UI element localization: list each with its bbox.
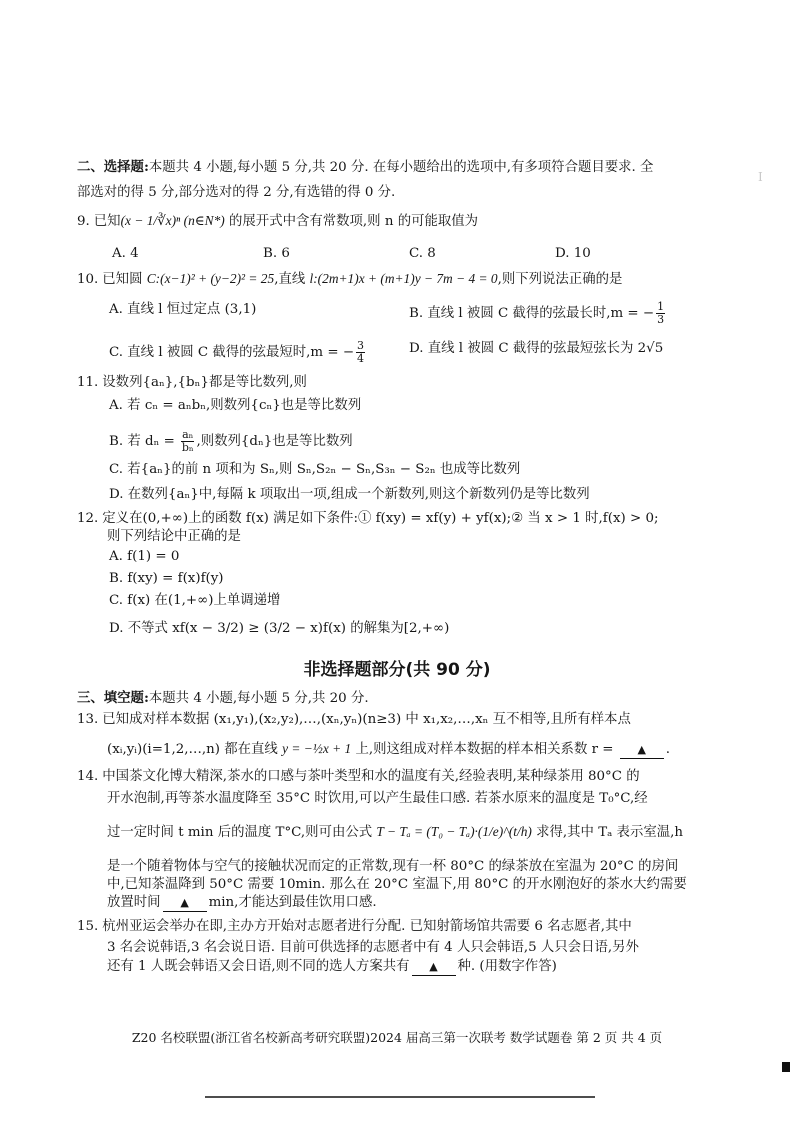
question-text-line4: 是一个随着物体与空气的接触状况而定的正常数,现有一杯 80°C 的绿茶放在室温为 20°C 的房间: [107, 859, 679, 874]
question-text-part: 已知圆: [102, 272, 147, 287]
section-three-heading: [77, 689, 369, 708]
option-d: D. 10: [555, 246, 591, 261]
option-text: C. 直线 l 被圆 C 截得的弦最短时,m = −: [109, 345, 355, 360]
question-number: 10.: [77, 272, 99, 287]
question-text-part: (xᵢ,yᵢ)(i=1,2,…,n) 都在直线: [107, 742, 283, 757]
triangle-icon: ▲: [429, 960, 438, 973]
bleed-through-text: Ⅰ: [758, 170, 763, 184]
question-14-line6: [107, 894, 377, 912]
fraction-numerator: 3: [357, 339, 365, 352]
fraction: [181, 429, 194, 454]
question-14-line3: [107, 823, 683, 842]
fraction-numerator: aₙ: [182, 428, 194, 441]
answer-blank[interactable]: [620, 742, 664, 759]
triangle-icon: ▲: [637, 743, 646, 756]
question-stem: 定义在(0,+∞)上的函数 f(x) 满足如下条件:① f(xy) = xf(y) + yf(x);② 当 x > 1 时,f(x) > 0;: [102, 511, 659, 526]
option-a: A. 直线 l 恒过定点 (3,1): [109, 302, 257, 317]
option-a: A. f(1) = 0: [109, 549, 180, 564]
fraction: [356, 340, 365, 365]
question-text-part: 求得,其中 Tₐ 表示室温,h: [531, 825, 684, 840]
corner-mark: [782, 1062, 790, 1072]
question-15: [77, 918, 632, 936]
option-a: A. 4: [112, 246, 139, 261]
question-text-line1: 已知成对样本数据 (x₁,y₁),(x₂,y₂),…,(xₙ,yₙ)(n≥3) 中 x₁,x₂,…,xₙ 互不相等,且所有样本点: [102, 712, 631, 727]
option-c: C. 若{aₙ}的前 n 项和为 Sₙ,则 Sₙ,S₂ₙ − Sₙ,S₃ₙ − S₂ₙ 也成等比数列: [109, 462, 521, 477]
option-b: [109, 429, 353, 454]
question-15-line3: [107, 958, 557, 976]
scan-edge-line: [205, 1096, 595, 1098]
option-c: C. f(x) 在(1,+∞)上单调递增: [109, 593, 281, 608]
fraction-denominator: bₙ: [181, 441, 194, 454]
fraction-denominator: 3: [657, 313, 665, 326]
question-number: 13.: [77, 712, 99, 727]
section-three-title: 三、填空题:: [77, 690, 149, 706]
section-two-heading: [77, 158, 653, 177]
question-text-part: 的展开式中含有常数项,则 n 的可能取值为: [224, 214, 479, 229]
question-9: [77, 212, 478, 231]
option-c: [109, 340, 367, 365]
section-two-desc-line2: 部选对的得 5 分,部分选对的得 2 分,有选错的得 0 分.: [77, 185, 396, 200]
option-text: B. 直线 l 被圆 C 截得的弦最长时,m = −: [409, 306, 655, 321]
option-b: B. f(xy) = f(x)f(y): [109, 571, 224, 586]
question-text-part: 还有 1 人既会韩语又会日语,则不同的选人方案共有: [107, 959, 410, 974]
option-c: C. 8: [409, 246, 436, 261]
question-number: 12.: [77, 511, 99, 526]
question-text-part: 上,则这组成对样本数据的样本相关系数 r =: [351, 742, 618, 757]
option-text: ,则数列{dₙ}也是等比数列: [196, 434, 353, 449]
section-two-desc-line1: 本题共 4 小题,每小题 5 分,共 20 分. 在每小题给出的选项中,有多项符合题目要求. 全: [148, 160, 654, 175]
question-number: 14.: [77, 769, 99, 784]
fraction-denominator: 4: [357, 352, 365, 365]
question-13-line2: [107, 740, 670, 759]
question-text-part: min,才能达到最佳饮用口感.: [208, 895, 377, 910]
question-text-line2: 开水泡制,再等茶水温度降至 35°C 时饮用,可以产生最佳口感. 若茶水原来的温度是 T₀°C,经: [107, 791, 648, 806]
question-14: [77, 768, 640, 786]
question-text-part: 已知: [93, 214, 121, 229]
question-text-part: .: [665, 742, 670, 757]
question-text-line5: 中,已知茶温降到 50°C 需要 10min. 那么在 20°C 室温下,用 80°C 的开水刚泡好的茶水大约需要: [107, 877, 687, 892]
question-12: [77, 510, 658, 528]
option-b: B. 6: [263, 246, 290, 261]
question-number: 15.: [77, 919, 99, 934]
question-11: [77, 374, 307, 392]
question-text-line1: 中国茶文化博大精深,茶水的口感与茶叶类型和水的温度有关,经验表明,某种绿茶用 80°C 的: [102, 769, 640, 784]
option-d: D. 不等式 xf(x − 3/2) ≥ (3/2 − x)f(x) 的解集为[2,+∞): [109, 621, 450, 636]
question-text-part: 种. (用数字作答): [457, 959, 557, 974]
question-text-part: ,则下列说法正确的是: [497, 272, 623, 287]
question-stem-line2: 则下列结论中正确的是: [107, 529, 241, 544]
circle-equation: C:(x−1)² + (y−2)² = 25: [146, 271, 275, 286]
question-text-line1: 杭州亚运会举办在即,主办方开始对志愿者进行分配. 已知射箭场馆共需要 6 名志愿者,其中: [102, 919, 632, 934]
part-title: 非选择题部分(共 90 分): [303, 660, 491, 680]
question-stem: 设数列{aₙ},{bₙ}都是等比数列,则: [102, 375, 307, 390]
question-text-part: ,直线: [274, 272, 310, 287]
page-footer: Z20 名校联盟(浙江省名校新高考研究联盟)2024 届高三第一次联考 数学试题卷 第 2 页 共 4 页: [131, 1030, 663, 1045]
question-formula: (x − 1/∛x)ⁿ (n∈N*): [120, 213, 225, 228]
option-d: D. 在数列{aₙ}中,每隔 k 项取出一项,组成一个新数列,则这个新数列仍是等比数列: [109, 487, 590, 502]
question-text-line2: 3 名会说韩语,3 名会说日语. 目前可供选择的志愿者中有 4 人只会韩语,5 人只会日语,另外: [107, 940, 639, 955]
question-13: [77, 711, 631, 729]
option-b: [409, 301, 667, 326]
option-d: D. 直线 l 被圆 C 截得的弦最短弦长为 2√5: [409, 341, 664, 356]
answer-blank[interactable]: [163, 895, 207, 912]
answer-blank[interactable]: [412, 959, 456, 976]
option-text: B. 若 dₙ =: [109, 434, 180, 449]
question-10: [77, 270, 622, 289]
question-number: 9.: [77, 214, 90, 229]
cooling-formula: T − Tₐ = (T₀ − Tₐ)·(1/e)^(t/h): [376, 824, 532, 839]
question-text-part: 过一定时间 t min 后的温度 T°C,则可由公式: [107, 825, 377, 840]
line-equation: l:(2m+1)x + (m+1)y − 7m − 4 = 0: [309, 271, 498, 286]
section-three-desc: 本题共 4 小题,每小题 5 分,共 20 分.: [148, 691, 369, 706]
question-text-part: 放置时间: [107, 895, 161, 910]
triangle-icon: ▲: [180, 896, 189, 909]
fraction: [656, 301, 665, 326]
option-a: A. 若 cₙ = aₙbₙ,则数列{cₙ}也是等比数列: [109, 398, 362, 413]
question-number: 11.: [77, 375, 99, 390]
line-equation: y = −½x + 1: [282, 741, 352, 756]
section-two-title: 二、选择题:: [77, 159, 149, 175]
fraction-numerator: 1: [657, 300, 665, 313]
